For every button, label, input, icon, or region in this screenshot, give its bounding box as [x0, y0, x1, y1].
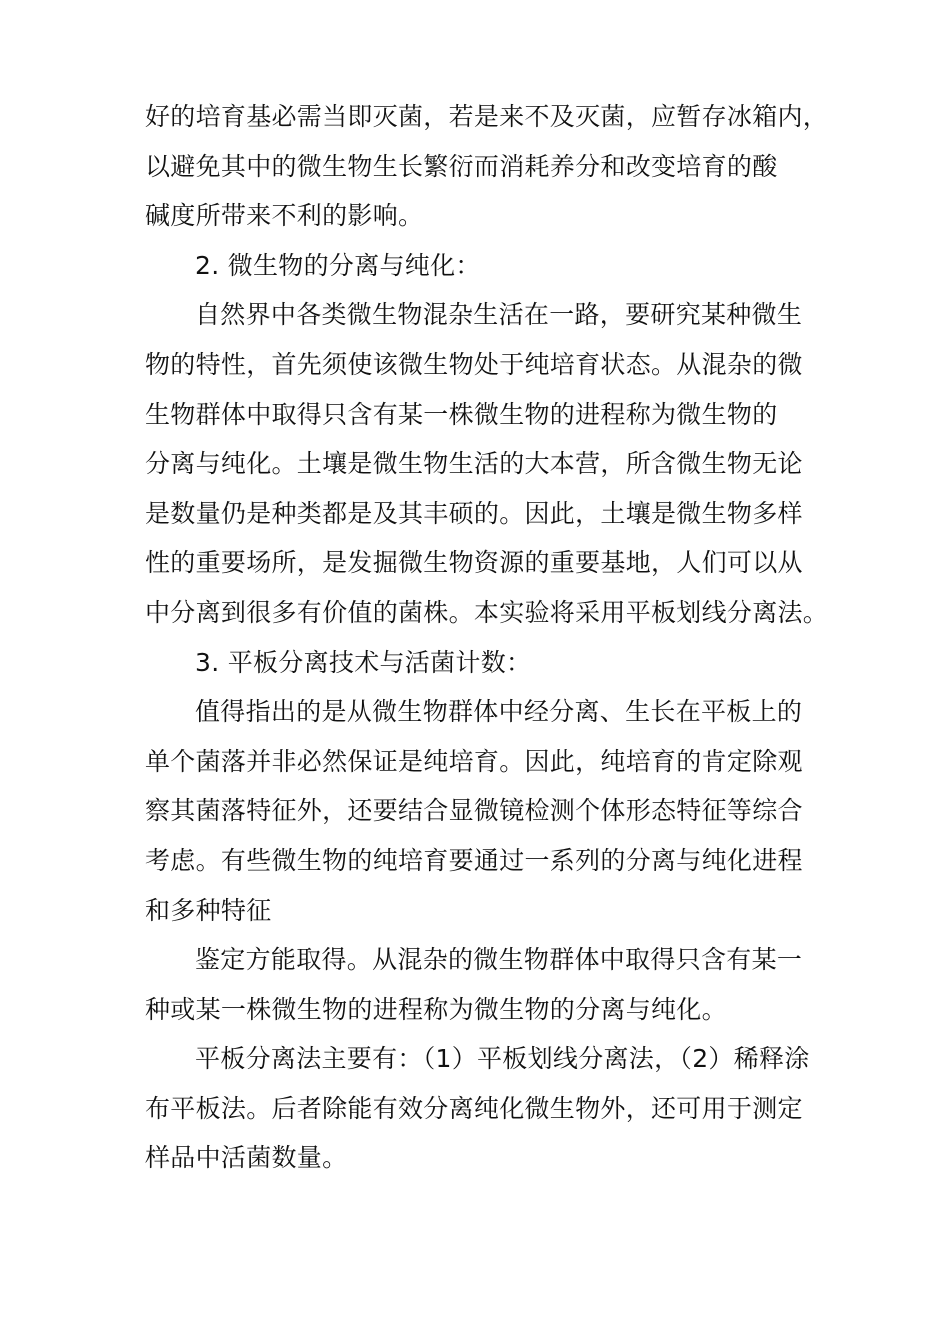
text-line: 种或某一株微生物的进程称为微生物的分离与纯化。 [145, 994, 727, 1024]
text-line: 单个菌落并非必然保证是纯培育。因此，纯培育的肯定除观 [145, 746, 803, 776]
text-line: 物的特性，首先须使该微生物处于纯培育状态。从混杂的微 [145, 349, 803, 379]
text-line: 分离与纯化。土壤是微生物生活的大本营，所含微生物无论 [145, 449, 803, 479]
paragraph-start-line: 值得指出的是从微生物群体中经分离、生长在平板上的 [195, 697, 803, 727]
text-line: 好的培育基必需当即灭菌，若是来不及灭菌，应暂存冰箱内， [145, 102, 829, 131]
paragraph-start-line: 平板分离法主要有：（1）平板划线分离法，（2）稀释涂 [195, 1044, 810, 1074]
text-line: 生物群体中取得只含有某一株微生物的进程称为微生物的 [145, 399, 778, 429]
text-line: 布平板法。后者除能有效分离纯化微生物外，还可用于测定 [145, 1093, 803, 1123]
text-line: 是数量仍是种类都是及其丰硕的。因此，土壤是微生物多样 [145, 498, 803, 528]
text-line: 性的重要场所，是发掘微生物资源的重要基地，人们可以从 [145, 548, 803, 578]
paragraph-start-line: 自然界中各类微生物混杂生活在一路，要研究某种微生 [195, 300, 803, 330]
document-body [145, 92, 835, 1183]
text-line: 和多种特征 [145, 895, 272, 925]
text-line: 中分离到很多有价值的菌株。本实验将采用平板划线分离法。 [145, 597, 829, 627]
text-line: 碱度所带来不利的影响。 [145, 201, 424, 231]
text-line: 考虑。有些微生物的纯培育要通过一系列的分离与纯化进程 [145, 845, 803, 875]
paragraph-start-line: 鉴定方能取得。从混杂的微生物群体中取得只含有某一 [195, 945, 803, 975]
text-line: 察其菌落特征外，还要结合显微镜检测个体形态特征等综合 [145, 796, 803, 826]
section-heading: 2. 微生物的分离与纯化： [195, 250, 481, 280]
text-line: 以避免其中的微生物生长繁衍而消耗养分和改变培育的酸 [145, 151, 778, 181]
text-line: 样品中活菌数量。 [145, 1143, 348, 1173]
section-heading: 3. 平板分离技术与活菌计数： [195, 647, 532, 677]
